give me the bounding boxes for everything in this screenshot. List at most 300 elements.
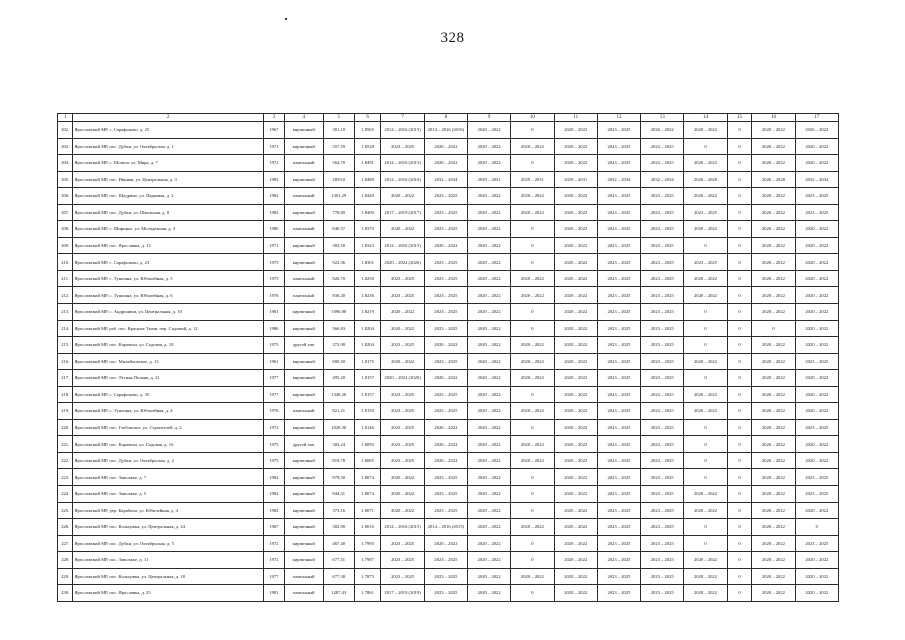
table-cell: 218. (58, 386, 73, 403)
table-cell: 2020 – 2022 (684, 122, 727, 139)
table-cell: 2023 – 2025 (424, 254, 467, 271)
table-cell: 2020 – 2022 (424, 237, 467, 254)
table-cell: кирпичный (284, 535, 323, 552)
table-cell: кирпичный (284, 386, 323, 403)
table-cell: 2020 – 2022 (511, 337, 554, 354)
table-cell: 2023 – 2025 (795, 353, 838, 370)
table-cell: 2020 – 2022 (468, 469, 511, 486)
table-cell: 0 (511, 486, 554, 503)
table-cell: 2020 – 2022 (795, 585, 838, 602)
table-cell: 2020 – 2022 (554, 386, 597, 403)
table-row (58, 585, 839, 602)
table-row (58, 337, 839, 354)
table-cell: 1.8204 (354, 320, 381, 337)
table-cell: 2023 – 2025 (597, 337, 640, 354)
table-cell: 383,50 (323, 237, 354, 254)
table-cell: 2020 – 2022 (554, 552, 597, 569)
table-cell: 1.7861 (354, 585, 381, 602)
table-cell: 2020 – 2022 (468, 585, 511, 602)
table-cell: 223. (58, 469, 73, 486)
column-header: 12 (597, 114, 640, 122)
table-cell: 0 (727, 353, 752, 370)
table-cell: 2020 – 2022 (752, 204, 795, 221)
table-cell: 1981 (264, 585, 285, 602)
table-cell: 2023 – 2025 (597, 403, 640, 420)
table-cell: 2023 – 2025 (641, 486, 684, 503)
table-cell: 1967 (264, 519, 285, 536)
table-cell: 2020 – 2022 (752, 287, 795, 304)
table-cell: 381,10 (323, 122, 354, 139)
table-cell: 2020 – 2022 (554, 155, 597, 172)
table-cell: 2020 – 2022 (424, 337, 467, 354)
table-cell: 2023 – 2025 (597, 204, 640, 221)
table-row (58, 535, 839, 552)
table-cell: 1.8250 (354, 270, 381, 287)
table-cell: 0 (727, 171, 752, 188)
table-row (58, 320, 839, 337)
table-cell: 2023 – 2025 (597, 386, 640, 403)
table-cell: 0 (727, 138, 752, 155)
table-row (58, 502, 839, 519)
table-cell: 2020 – 2022 (468, 452, 511, 469)
table-cell: 2023 – 2025 (641, 353, 684, 370)
table-cell: 1.8480 (354, 171, 381, 188)
address-cell: Ярославский МР, пос. Дубки, ул. Октябрьская, д. 1 (73, 138, 264, 155)
table-cell: 2023 – 2025 (641, 155, 684, 172)
table-cell: 2023 – 2025 (381, 452, 424, 469)
table-cell: 1.8146 (354, 419, 381, 436)
table-cell: 2023 – 2025 (641, 552, 684, 569)
address-cell: Ярославский МР, с. Шопша, ул. Мира, д. 7 (73, 155, 264, 172)
table-row (58, 386, 839, 403)
table-cell: 0 (795, 519, 838, 536)
table-cell: 2023 – 2025 (795, 469, 838, 486)
table-cell: 1028,30 (323, 419, 354, 436)
table-cell: 212. (58, 287, 73, 304)
table-cell: 2020 – 2022 (684, 287, 727, 304)
table-cell: 2020 – 2022 (684, 270, 727, 287)
table-cell: 1986 (264, 320, 285, 337)
table-cell: другой тип (284, 436, 323, 453)
table-cell: 210. (58, 254, 73, 271)
table-cell: 2023 – 2025 (641, 469, 684, 486)
table-cell: 2014 – 2016 (2015) (381, 237, 424, 254)
table-cell: 467,40 (323, 535, 354, 552)
address-cell: Ярославский МР, с. Сарафоново, д. 23 (73, 254, 264, 271)
table-cell: 2023 – 2025 (597, 155, 640, 172)
table-cell: 216. (58, 353, 73, 370)
table-cell: 0 (727, 337, 752, 354)
table-cell: 213. (58, 304, 73, 321)
table-cell: 2020 – 2022 (554, 122, 597, 139)
table-cell: 2023 – 2025 (381, 568, 424, 585)
table-cell: кирпичный (284, 237, 323, 254)
table-cell: 2020 – 2022 (424, 138, 467, 155)
table-cell: кирпичный (284, 486, 323, 503)
table-cell: 2020 – 2022 (554, 370, 597, 387)
table-cell: 2020 – 2022 (554, 320, 597, 337)
table-cell: 0 (511, 386, 554, 403)
table-cell: 2020 – 2022 (511, 519, 554, 536)
table-cell: 0 (727, 237, 752, 254)
table-cell: 2029 – 2031 (554, 171, 597, 188)
table-cell: 357,59 (323, 138, 354, 155)
table-cell: 2020 – 2022 (381, 469, 424, 486)
table-cell: 2023 – 2025 (641, 436, 684, 453)
table-cell: 2020 – 2022 (795, 502, 838, 519)
table-cell: 2020 – 2022 (554, 304, 597, 321)
table-cell: 0 (727, 155, 752, 172)
table-cell: 214. (58, 320, 73, 337)
address-cell: Ярославский МР, пос. Карачиха, ул. Садовая, д. 18 (73, 337, 264, 354)
table-cell: 2020 – 2022 (752, 552, 795, 569)
table-cell: 2020 – 2022 (684, 353, 727, 370)
table-cell: 1980 (264, 221, 285, 238)
table-cell: 2020 – 2022 (468, 304, 511, 321)
table-row (58, 287, 839, 304)
table-cell: 1.7995 (354, 535, 381, 552)
column-header: 13 (641, 114, 684, 122)
table-cell: 2020 – 2022 (795, 452, 838, 469)
table-cell: 227. (58, 535, 73, 552)
table-cell: 2023 – 2025 (641, 403, 684, 420)
table-row (58, 254, 839, 271)
table-cell: 0 (727, 204, 752, 221)
table-cell: 2020 – 2022 (554, 486, 597, 503)
table-cell: 2020 – 2022 (468, 188, 511, 205)
table-cell: 2026 – 2028 (752, 171, 795, 188)
table-cell: 2020 – 2022 (468, 552, 511, 569)
column-header: 1 (58, 114, 73, 122)
table-cell: панельный (284, 188, 323, 205)
table-cell: 2020 – 2022 (381, 304, 424, 321)
table-cell: 2023 – 2025 (424, 502, 467, 519)
table-cell: 302,90 (323, 519, 354, 536)
table-cell: панельный (284, 155, 323, 172)
table-cell: 2023 – 2025 (424, 585, 467, 602)
table-cell: 2020 – 2022 (752, 155, 795, 172)
table-cell: 1.8093 (354, 436, 381, 453)
table-cell: 2032 – 2034 (641, 171, 684, 188)
table-cell: 2020 – 2022 (468, 254, 511, 271)
table-cell: 2023 – 2025 (641, 270, 684, 287)
table-row (58, 171, 839, 188)
table-cell: 2023 – 2025 (597, 353, 640, 370)
table-cell: 1.8528 (354, 138, 381, 155)
table-cell: 2020 – 2022 (684, 403, 727, 420)
table-cell: 2026 – 2022 (795, 122, 838, 139)
table-cell: 2020 – 2022 (554, 270, 597, 287)
address-cell: Ярославский МР, с. Ширинье, ул. Молодежная, д. 3 (73, 221, 264, 238)
table-cell: 2020 – 2022 (554, 469, 597, 486)
address-cell: Ярославский МР, пос. Дубки, ул. Октябрьская, д. 2 (73, 452, 264, 469)
table-cell: 0 (511, 585, 554, 602)
scan-speck (285, 18, 287, 20)
table-cell: 2020 – 2022 (468, 436, 511, 453)
table-cell: 2023 – 2025 (641, 188, 684, 205)
table-cell: 1.8157 (354, 386, 381, 403)
table-cell: панельный (284, 221, 323, 238)
table-cell: 2023 – 2025 (597, 452, 640, 469)
table-cell: 2023 – 2025 (641, 304, 684, 321)
table-cell: 2020 – 2022 (511, 568, 554, 585)
table-cell: 2020 – 2022 (752, 535, 795, 552)
table-cell: 2020 – 2022 (554, 585, 597, 602)
table-cell: 2023 – 2025 (381, 386, 424, 403)
table-cell: 202. (58, 122, 73, 139)
table-cell: 2020 – 2022 (468, 568, 511, 585)
table-cell: 2026 – 2028 (684, 171, 727, 188)
table-cell: 2023 – 2025 (641, 452, 684, 469)
table-cell: 1983 (264, 171, 285, 188)
table-cell: 2020 – 2022 (554, 436, 597, 453)
table-cell: 2023 – 2025 (641, 519, 684, 536)
table-cell: 2020 – 2022 (554, 204, 597, 221)
table-cell: 2020 – 2022 (554, 519, 597, 536)
table-row (58, 353, 839, 370)
table-cell: 1975 (264, 452, 285, 469)
table-cell: 1972 (264, 552, 285, 569)
table-cell: 0 (511, 254, 554, 271)
table-cell: 2023 – 2025 (597, 320, 640, 337)
table-cell: 2023 – 2025 (424, 568, 467, 585)
column-header: 5 (323, 114, 354, 122)
table-cell: другой тип (284, 337, 323, 354)
table-cell: 2020 – 2022 (554, 188, 597, 205)
table-cell: 2020 – 2022 (554, 568, 597, 585)
address-cell: Ярославский МР, с. Туношна, ул. Юбилейная, д. 4 (73, 403, 264, 420)
table-cell: 2023 – 2025 (424, 353, 467, 370)
table-cell: 204. (58, 155, 73, 172)
table-cell: 2020 – 2022 (752, 419, 795, 436)
table-cell: 2020 – 2022 (511, 204, 554, 221)
table-cell: 0 (684, 452, 727, 469)
table-cell: кирпичный (284, 552, 323, 569)
table-cell: 840,57 (323, 221, 354, 238)
table-cell: 1972 (264, 535, 285, 552)
table-cell: 2023 – 2025 (381, 436, 424, 453)
table-cell: 2023 – 2025 (424, 469, 467, 486)
table-cell: 2020 – 2022 (795, 436, 838, 453)
column-header: 14 (684, 114, 727, 122)
table-cell: 372,90 (323, 337, 354, 354)
table-cell: 2032 – 2034 (795, 171, 838, 188)
address-cell: Ярославский МР, пос. Заволжье, д. 5 (73, 486, 264, 503)
table-cell: 2023 – 2025 (381, 138, 424, 155)
table-cell: 2020 – 2022 (468, 386, 511, 403)
table-cell: 2023 – 2025 (641, 320, 684, 337)
table-cell: 2023 – 2025 (641, 386, 684, 403)
table-cell: 0 (727, 403, 752, 420)
column-header: 4 (284, 114, 323, 122)
table-row (58, 452, 839, 469)
table-cell: 2020 – 2022 (684, 486, 727, 503)
table-cell: 208. (58, 221, 73, 238)
table-cell: 1971 (264, 237, 285, 254)
table-cell: кирпичный (284, 138, 323, 155)
table-cell: 2020 – 2022 (511, 188, 554, 205)
table-cell: 373,16 (323, 502, 354, 519)
table-cell: 0 (511, 419, 554, 436)
table-row (58, 188, 839, 205)
table-cell: кирпичный (284, 370, 323, 387)
table-cell: кирпичный (284, 171, 323, 188)
table-cell: 0 (727, 436, 752, 453)
table-cell: 2020 – 2022 (554, 221, 597, 238)
table-cell: 2023 – 2025 (381, 270, 424, 287)
table-cell: кирпичный (284, 502, 323, 519)
table-cell: 0 (684, 138, 727, 155)
table-cell: 2023 – 2025 (424, 188, 467, 205)
table-cell: 2020 – 2022 (752, 403, 795, 420)
address-cell: Ярославский МР, пос. Михайловское, д. 13 (73, 353, 264, 370)
address-cell: Ярославский МР, с. Сарафоново, д. 25 (73, 122, 264, 139)
table-cell: 2020 – 2022 (468, 403, 511, 420)
table-cell: 0 (727, 270, 752, 287)
table-cell: 0 (684, 419, 727, 436)
table-cell: 2032 – 2034 (424, 171, 467, 188)
table-cell: 1.8071 (354, 502, 381, 519)
table-cell: 1977 (264, 568, 285, 585)
table-cell: кирпичный (284, 353, 323, 370)
table-cell: 2020 – 2022 (468, 535, 511, 552)
table-cell: 2032 – 2034 (597, 171, 640, 188)
table-cell: 209. (58, 237, 73, 254)
table-cell: 0 (511, 237, 554, 254)
table-cell: 2026 – 2022 (641, 122, 684, 139)
table-row (58, 122, 839, 139)
table-cell: 2020 – 2022 (795, 386, 838, 403)
table-cell: 2023 – 2025 (381, 419, 424, 436)
table-cell: 2020 – 2022 (468, 519, 511, 536)
table-cell: 2020 – 2022 (468, 287, 511, 304)
table-cell: 1967 (264, 122, 285, 139)
table-cell: 2020 – 2022 (684, 221, 727, 238)
table-cell: 2020 – 2022 (554, 502, 597, 519)
column-header: 8 (424, 114, 467, 122)
table-cell: 2023 – 2025 (795, 486, 838, 503)
table-cell: 1096,80 (323, 304, 354, 321)
table-cell: 0 (684, 436, 727, 453)
table-cell: 2023 – 2025 (424, 304, 467, 321)
table-cell: 2020 – 2022 (381, 221, 424, 238)
table-cell: 1.8074 (354, 486, 381, 503)
table-cell: 0 (511, 552, 554, 569)
table-cell: 2029 – 2031 (468, 171, 511, 188)
table-cell: 1.8010 (354, 519, 381, 536)
table-cell: кирпичный (284, 204, 323, 221)
table-cell: 2023 – 2025 (597, 221, 640, 238)
table-cell: 2020 – 2022 (554, 353, 597, 370)
table-cell: 0 (727, 452, 752, 469)
table-cell: 2020 – 2022 (795, 568, 838, 585)
table-cell: 2020 – 2022 (752, 568, 795, 585)
table-cell: 2023 – 2025 (424, 320, 467, 337)
table-cell: 222. (58, 452, 73, 469)
table-cell: 0 (727, 486, 752, 503)
table-cell: 2023 – 2025 (424, 270, 467, 287)
table-cell: 0 (727, 469, 752, 486)
column-header: 6 (354, 114, 381, 122)
table-cell: 229. (58, 568, 73, 585)
table-cell: 2023 – 2025 (795, 419, 838, 436)
table-cell: 2020 – 2022 (381, 320, 424, 337)
table-cell: панельный (284, 287, 323, 304)
table-cell: 383,24 (323, 436, 354, 453)
table-cell: 1287,43 (323, 585, 354, 602)
table-cell: 2023 – 2025 (641, 237, 684, 254)
table-cell: 2023 – 2025 (597, 585, 640, 602)
table-cell: 0 (511, 122, 554, 139)
table-cell: 2020 – 2022 (468, 502, 511, 519)
table-cell: 226. (58, 519, 73, 536)
table-cell: 2020 – 2022 (381, 188, 424, 205)
table-cell: 2020 – 2022 (752, 188, 795, 205)
table-cell: 2023 – 2025 (424, 403, 467, 420)
table-cell: 1.8074 (354, 469, 381, 486)
address-cell: Ярославский МР, пос. Дубки, ул. Школьная, д. 8 (73, 204, 264, 221)
table-cell: 2020 – 2022 (752, 138, 795, 155)
table-cell: 2020 – 2022 (795, 337, 838, 354)
table-cell: 2020 – 2022 (554, 535, 597, 552)
table-cell: 0 (727, 552, 752, 569)
table-row (58, 304, 839, 321)
table-cell: 2020 – 2022 (795, 237, 838, 254)
table-cell: 0 (727, 370, 752, 387)
table-cell: 690,50 (323, 353, 354, 370)
table-cell: 2014 – 2016 (2015) (381, 155, 424, 172)
table-cell: 2020 – 2022 (684, 568, 727, 585)
table-cell: 1972 (264, 419, 285, 436)
table-cell: 2023 – 2025 (641, 535, 684, 552)
table-cell: 211. (58, 270, 73, 287)
address-cell: Ярославский МР, пос. Щедрино, ул. Парковая, д. 2 (73, 188, 264, 205)
table-cell: 2023 – 2025 (597, 370, 640, 387)
address-cell: Ярославский МР, с. Андроники, ул. Центральная, д. 10 (73, 304, 264, 321)
table-cell: 1961 (264, 353, 285, 370)
table-cell: 2023 – 2025 (597, 270, 640, 287)
table-cell: 2020 – 2022 (511, 436, 554, 453)
table-row (58, 138, 839, 155)
column-header: 16 (752, 114, 795, 122)
table-cell: 2017 – 2019 (2017) (381, 204, 424, 221)
table-cell: 2020 – 2022 (684, 155, 727, 172)
table-cell: 2023 – 2025 (597, 486, 640, 503)
table-cell: 2020 – 2022 (511, 353, 554, 370)
table-cell: 220. (58, 419, 73, 436)
table-cell: 2023 – 2025 (597, 519, 640, 536)
table-cell: 0 (511, 469, 554, 486)
table-cell: 0 (727, 254, 752, 271)
table-cell: 2020 – 2022 (468, 237, 511, 254)
table-cell: 2023 – 2025 (641, 138, 684, 155)
table-cell: 1975 (264, 337, 285, 354)
table-cell: 1971 (264, 138, 285, 155)
table-cell: 495,20 (323, 370, 354, 387)
table-cell: 1982 (264, 204, 285, 221)
table-row (58, 155, 839, 172)
table-cell: 2023 – 2025 (597, 254, 640, 271)
table-cell: 2014 – 2016 (2016) (424, 122, 467, 139)
table-cell: 2020 – 2022 (381, 353, 424, 370)
table-cell: 2020 – 2022 (554, 337, 597, 354)
table-cell: 1.8236 (354, 287, 381, 304)
address-cell: Ярославский МР, с. Туношна, ул. Юбилейная, д. 5 (73, 270, 264, 287)
table-cell: 2020 – 2022 (554, 287, 597, 304)
address-cell: Ярославский МР, пос. Лесная Поляна, д. 21 (73, 370, 264, 387)
table-cell: 2020 – 2022 (424, 370, 467, 387)
table-cell: 2023 – 2025 (641, 221, 684, 238)
